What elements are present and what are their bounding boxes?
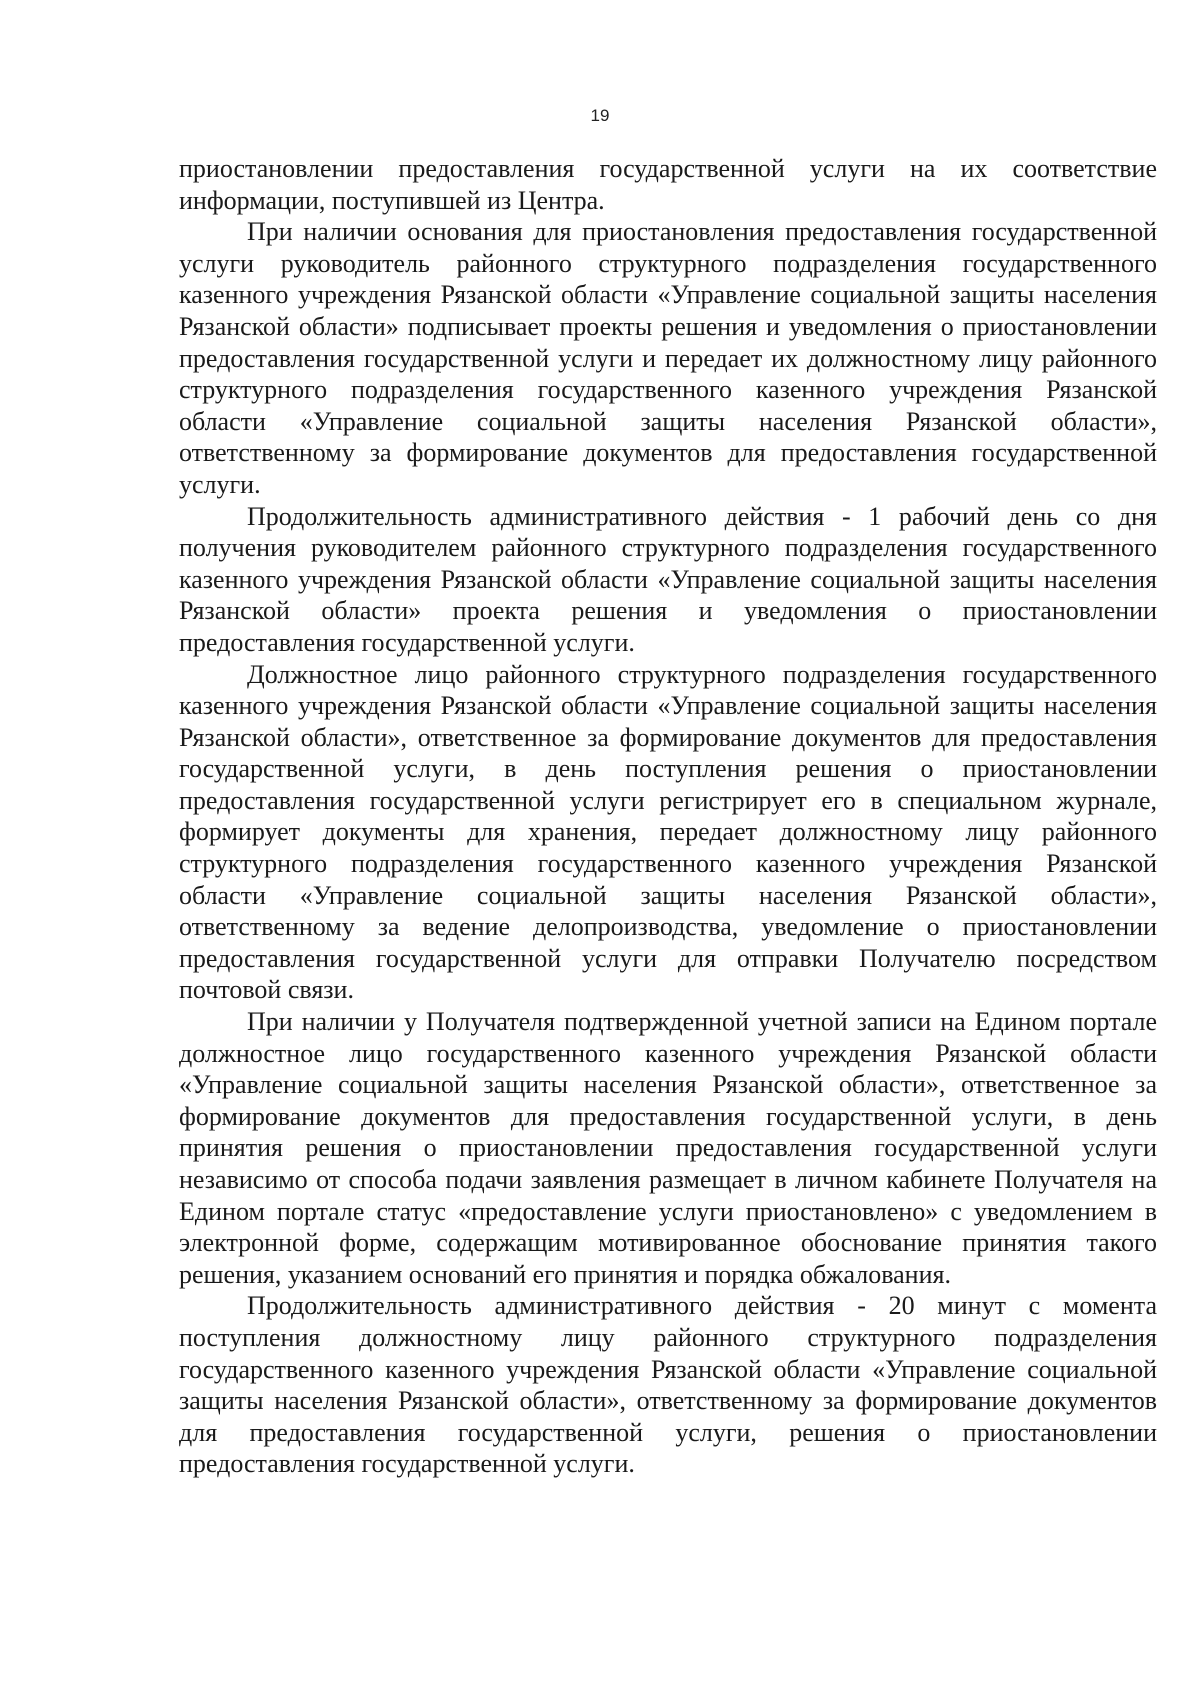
document-body (179, 153, 1157, 1480)
paragraph-duration-twenty-minutes: Продолжительность административного действия - 20 минут с момента поступления должностному лицу районного структурного подразделения государственного казенного учреждения Рязанской области «Управление социальной защиты населения Рязанской области», ответственному за формирование документов для предоставления государственной услуги, решения о приостановлении предоставления государственной услуги. (179, 1291, 1157, 1479)
paragraph-unified-portal: При наличии у Получателя подтвержденной учетной записи на Едином портале должностное лицо государственного казенного учреждения Рязанской области «Управление социальной защиты населения Рязанской области», ответственное за формирование документов для предоставления государственной услуги, в день принятия решения о приостановлении предоставления государственной услуги независимо от способа подачи заявления размещает в личном кабинете Получателя на Едином портале статус «предоставление услуги приостановлено» с уведомлением в электронной форме, содержащим мотивированное обоснование принятия такого решения, указанием оснований его принятия и порядка обжалования. (179, 1007, 1157, 1289)
paragraph-suspension-grounds: При наличии основания для приостановления предоставления государственной услуги руководитель районного структурного подразделения государственного казенного учреждения Рязанской области «Управление социальной защиты населения Рязанской области» подписывает проекты решения и уведомления о приостановлении предоставления государственной услуги и передает их должностному лицу районного структурного подразделения государственного казенного учреждения Рязанской области «Управление социальной защиты населения Рязанской области», ответственному за формирование документов для предоставления государственной услуги. (179, 217, 1157, 499)
paragraph-duration-one-day: Продолжительность административного действия - 1 рабочий день со дня получения руководителем районного структурного подразделения государственного казенного учреждения Рязанской области «Управление социальной защиты населения Рязанской области» проекта решения и уведомления о приостановлении предоставления государственной услуги. (179, 501, 1157, 657)
page-number: 19 (590, 106, 610, 125)
paragraph-continuation: приостановлении предоставления государственной услуги на их соответствие информации, поступившей из Центра. (179, 154, 1157, 215)
paragraph-official-registration: Должностное лицо районного структурного подразделения государственного казенного учреждения Рязанской области «Управление социальной защиты населения Рязанской области», ответственное за формирование документов для предоставления государственной услуги, в день поступления решения о приостановлении предоставления государственной услуги регистрирует его в специальном журнале, формирует документы для хранения, передает должностному лицу районного структурного подразделения государственного казенного учреждения Рязанской области «Управление социальной защиты населения Рязанской области», ответственному за ведение делопроизводства, уведомление о приостановлении предоставления государственной услуги для отправки Получателю посредством почтовой связи. (179, 659, 1157, 1005)
